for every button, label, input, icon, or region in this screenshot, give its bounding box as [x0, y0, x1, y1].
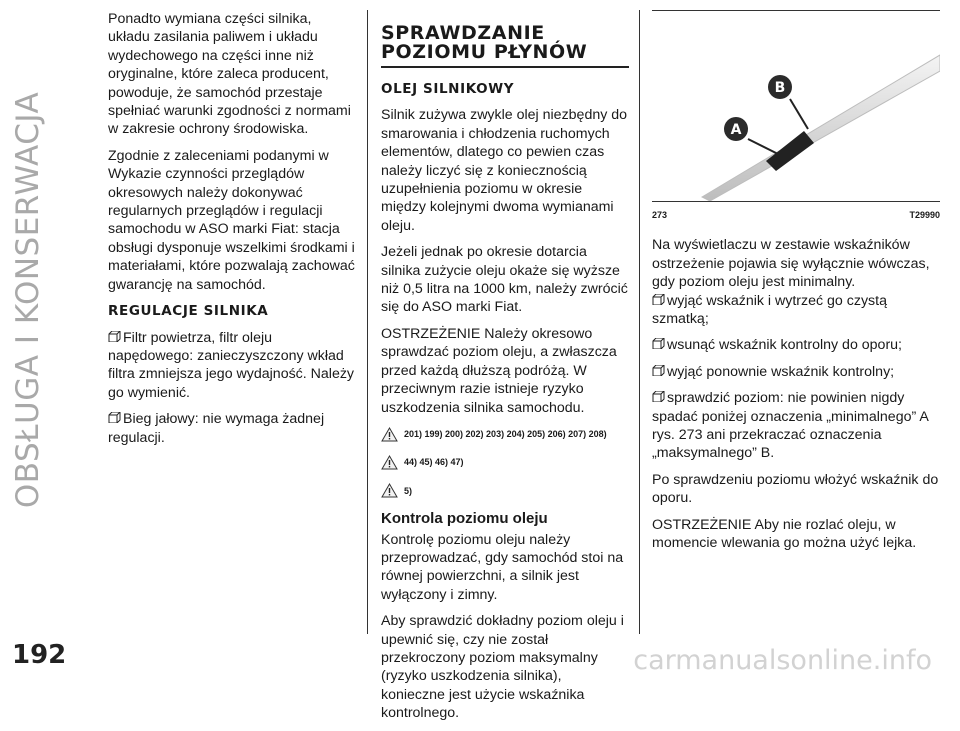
- warning-triangle-icon: [381, 483, 398, 498]
- warning-reference: 5): [381, 482, 629, 500]
- main-heading-line: SPRAWDZANIE: [381, 22, 545, 44]
- subsection-heading: Kontrola poziomu oleju: [381, 510, 548, 528]
- bullet-item: Bieg jałowy: nie wymaga żadnej regulacji.: [108, 411, 325, 446]
- section-side-title: OBSŁUGA I KONSERWACJA: [10, 91, 46, 509]
- bullet-item: sprawdzić poziom: nie powinien nigdy spadać poniżej oznaczenia „minimalnego” A rys. 273 ani przekraczać oznaczenia „maksymalnego” B.: [652, 390, 929, 462]
- column-2: [381, 10, 629, 731]
- column-divider: [639, 10, 640, 634]
- bullet-item: wyjąć ponownie wskaźnik kontrolny;: [652, 363, 940, 381]
- paragraph: Kontrolę poziomu oleju należy przeprowadzać, gdy samochód stoi na równej powierzchni, a silnik jest wyłączony i zimny.: [381, 531, 624, 603]
- paragraph: Po sprawdzeniu poziomu włożyć wskaźnik do oporu.: [652, 471, 939, 507]
- watermark: carmanualsonline.info: [633, 645, 932, 676]
- warning-triangle-icon: [381, 455, 398, 470]
- dipstick-illustration: [652, 11, 940, 201]
- bullet-icon: [652, 365, 665, 376]
- warning-paragraph: OSTRZEŻENIE Należy okresowo sprawdzać poziom oleju, a zwłaszcza przed każdą dłuższą podróżą. W przeciwnym razie istnieje ryzyko uszkodzenia silnika samochodu.: [381, 325, 617, 416]
- paragraph: Na wyświetlaczu w zestawie wskaźników ostrzeżenie pojawia się wyłącznie wówczas, gdy poziom oleju jest minimalny.: [652, 237, 930, 291]
- warning-reference: 201) 199) 200) 202) 203) 204) 205) 206) 207) 208): [381, 425, 629, 443]
- warning-reference: 44) 45) 46) 47): [381, 453, 629, 471]
- label-a-pointer: [748, 139, 778, 154]
- page-number: 192: [12, 640, 67, 670]
- section-heading: REGULACJE SILNIKA: [108, 303, 269, 320]
- label-b-pointer: [790, 99, 808, 129]
- warning-paragraph: OSTRZEŻENIE Aby nie rozlać oleju, w momencie wlewania go można użyć lejka.: [652, 516, 917, 552]
- dipstick-figure: [652, 10, 940, 202]
- label-b: B: [774, 80, 786, 96]
- bullet-item: wsunąć wskaźnik kontrolny do oporu;: [652, 336, 940, 354]
- bullet-icon: [652, 391, 665, 402]
- section-subheading: OLEJ SILNIKOWY: [381, 81, 515, 97]
- bullet-icon: [652, 338, 665, 349]
- paragraph: Aby sprawdzić dokładny poziom oleju i upewnić się, czy nie został przekroczony poziom maksymalny (ryzyko uszkodzenia silnika), konieczne jest użycie wskaźnika kontrolnego.: [381, 613, 624, 722]
- label-a: A: [730, 122, 742, 138]
- paragraph: Silnik zużywa zwykle olej niezbędny do smarowania i chłodzenia ruchomych elementów, dlatego co pewien czas należy liczyć się z koniecznością uzupełnienia poziomu w okresie między kolejnymi dwoma wymianami oleju.: [381, 107, 628, 234]
- bullet-item: wyjąć wskaźnik i wytrzeć go czystą szmatką;: [652, 292, 887, 328]
- column-divider: [367, 10, 368, 634]
- paragraph: Jeżeli jednak po okresie dotarcia silnika zużycie oleju okaże się wyższe niż 0,5 litra na 1000 km, należy zwrócić się do ASO marki Fiat.: [381, 244, 628, 316]
- heading-rule: [381, 66, 629, 68]
- main-heading: [381, 24, 629, 62]
- column-3: [652, 10, 940, 561]
- bullet-icon: [652, 294, 665, 305]
- bullet-icon: [108, 412, 121, 423]
- column-1: [108, 10, 356, 455]
- bullet-item: Filtr powietrza, filtr oleju napędowego: zanieczyszczony wkład filtra zmniejsza jego wydajność. Należy go wymienić.: [108, 329, 355, 401]
- bullet-icon: [108, 331, 121, 342]
- figure-number: 273: [652, 210, 668, 220]
- figure-caption: [652, 206, 940, 224]
- paragraph: Zgodnie z zaleceniami podanymi w Wykazie czynności przeglądów okresowych należy dokonywać regularnych przeglądów i regulacji samochodu w ASO marki Fiat: stacja obsługi dysponuje wszelkimi środkami i materiałami, które pozwalają zachować gwarancję na samochód.: [108, 147, 355, 293]
- warning-triangle-icon: [381, 427, 398, 442]
- figure-code: T29990: [909, 210, 940, 220]
- paragraph: Ponadto wymiana części silnika, układu zasilania paliwem i układu wydechowego na części inne niż oryginalne, które zaleca producent, powoduje, że samochód przestaje spełniać warunki zgodności z normami w zakresie ochrony środowiska.: [108, 11, 351, 138]
- main-heading-line: POZIOMU PŁYNÓW: [381, 41, 588, 63]
